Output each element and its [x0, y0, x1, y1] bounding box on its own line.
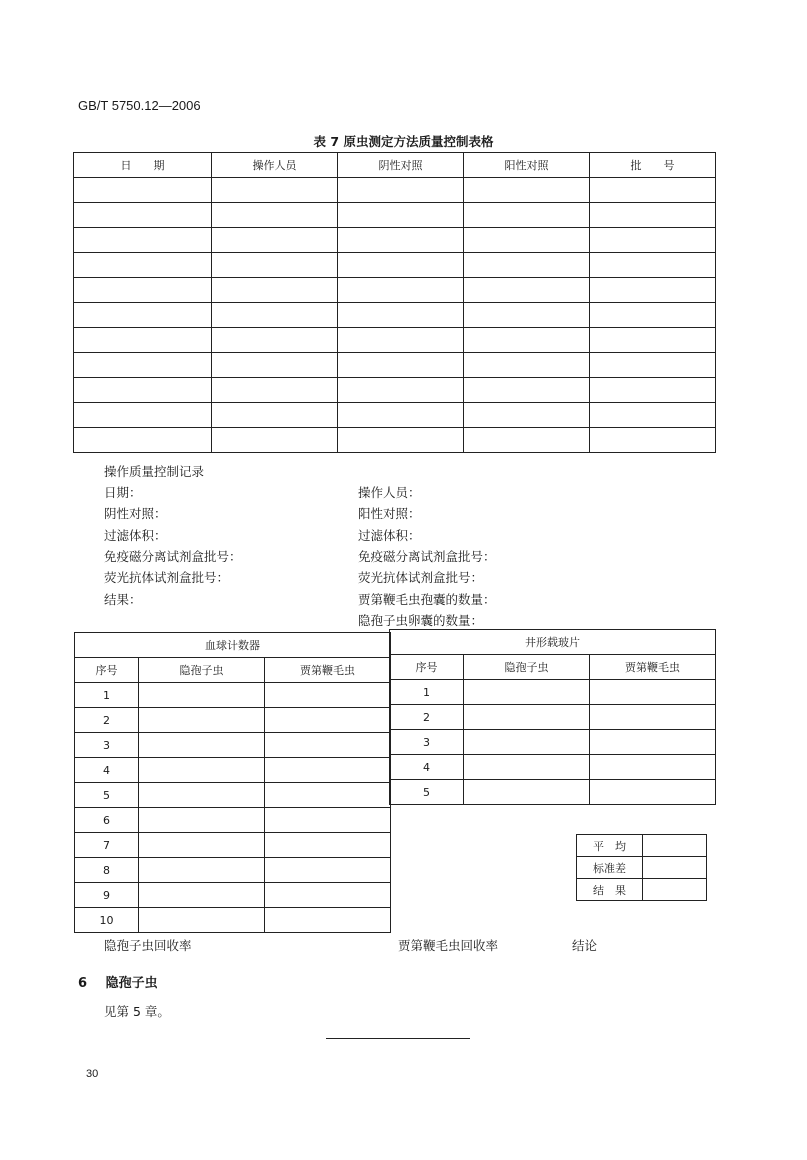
table7-cell	[464, 328, 590, 353]
stats-mean-label: 平 均	[577, 835, 643, 857]
table7-body	[74, 178, 716, 453]
hemocytometer-cell	[139, 783, 265, 808]
hemocytometer-cell	[265, 683, 391, 708]
table7-cell	[212, 203, 338, 228]
hemocytometer-col-giardia: 贾第鞭毛虫	[265, 658, 391, 683]
table7-cell	[212, 178, 338, 203]
hemocytometer-cell	[139, 758, 265, 783]
table7-cell	[338, 178, 464, 203]
well-slide-cell	[464, 680, 590, 705]
hemocytometer-cell	[139, 708, 265, 733]
hemocytometer-col-no: 序号	[75, 658, 139, 683]
table7-cell	[590, 178, 716, 203]
table7-cell	[464, 403, 590, 428]
record-right-giardia-count: 贾第鞭毛虫孢囊的数量：	[358, 592, 496, 607]
table7-cell	[212, 353, 338, 378]
table7-cell	[590, 203, 716, 228]
record-right-fa-batch: 荧光抗体试剂盒批号：	[358, 570, 484, 585]
table7-cell	[212, 278, 338, 303]
table7-col-operator: 操作人员	[212, 153, 338, 178]
table7-cell	[212, 228, 338, 253]
table7-cell	[74, 203, 212, 228]
hemocytometer-cell	[139, 883, 265, 908]
well-slide-cell	[590, 755, 716, 780]
well-slide-row	[390, 730, 716, 755]
table7-cell	[338, 353, 464, 378]
table7-cell	[590, 228, 716, 253]
hemocytometer-row-number: 8	[75, 858, 139, 883]
well-slide-row	[390, 705, 716, 730]
page-number: 30	[86, 1068, 99, 1080]
hemocytometer-cell	[139, 808, 265, 833]
hemocytometer-row	[75, 883, 391, 908]
table7-col-date: 日 期	[74, 153, 212, 178]
hemocytometer-cell	[265, 758, 391, 783]
record-right-ims-batch: 免疫磁分离试剂盒批号：	[358, 549, 496, 564]
stats-mean-value	[643, 835, 707, 857]
hemocytometer-cell	[265, 833, 391, 858]
table7-cell	[74, 253, 212, 278]
hemocytometer-row	[75, 833, 391, 858]
table7-cell	[590, 353, 716, 378]
hemocytometer-cell	[265, 908, 391, 933]
table7-cell	[338, 403, 464, 428]
well-slide-cell	[464, 705, 590, 730]
table7-row	[74, 203, 716, 228]
table7-row	[74, 328, 716, 353]
section-heading	[78, 972, 158, 991]
table7-cell	[464, 353, 590, 378]
stats-sd-value	[643, 857, 707, 879]
table7-col-negative-control: 阴性对照	[338, 153, 464, 178]
well-slide-row	[390, 780, 716, 805]
record-left-result: 结果：	[104, 592, 142, 607]
table7-caption: 表 7 原虫测定方法质量控制表格	[313, 134, 494, 149]
well-slide-row	[390, 680, 716, 705]
table7-row	[74, 353, 716, 378]
well-slide-cell	[464, 780, 590, 805]
table7-cell	[212, 428, 338, 453]
table7-cell	[338, 278, 464, 303]
hemocytometer-cell	[139, 858, 265, 883]
hemocytometer-cell	[265, 733, 391, 758]
table7-cell	[338, 203, 464, 228]
hemocytometer-row-number: 3	[75, 733, 139, 758]
table7-cell	[464, 203, 590, 228]
hemocytometer-cell	[139, 908, 265, 933]
table7-cell	[74, 178, 212, 203]
hemocytometer-row	[75, 908, 391, 933]
record-left-date: 日期：	[104, 485, 142, 500]
table7-header-row	[74, 153, 716, 178]
hemocytometer-cell	[265, 858, 391, 883]
table7-cell	[74, 353, 212, 378]
table7-cell	[74, 378, 212, 403]
hemocytometer-cell	[265, 783, 391, 808]
table7-cell	[212, 328, 338, 353]
stats-sd-label: 标准差	[577, 857, 643, 879]
table7-row	[74, 278, 716, 303]
hemocytometer-row-number: 10	[75, 908, 139, 933]
well-slide-cell	[464, 730, 590, 755]
hemocytometer-row-number: 4	[75, 758, 139, 783]
hemocytometer-row-number: 9	[75, 883, 139, 908]
table7-cell	[74, 403, 212, 428]
hemocytometer-cell	[139, 833, 265, 858]
record-left-fa-batch: 荧光抗体试剂盒批号：	[104, 570, 230, 585]
well-slide-title: 井形载玻片	[390, 630, 716, 655]
record-right-operator: 操作人员：	[358, 485, 421, 500]
standard-code: GB/T 5750.12—2006	[78, 98, 201, 113]
stats-result-label: 结 果	[577, 879, 643, 901]
hemocytometer-title: 血球计数器	[75, 633, 391, 658]
hemocytometer-row	[75, 708, 391, 733]
record-right-positive: 阳性对照：	[358, 506, 421, 521]
hemocytometer-cell	[265, 708, 391, 733]
table7-row	[74, 378, 716, 403]
table7-cell	[212, 253, 338, 278]
well-slide-row-number: 4	[390, 755, 464, 780]
record-left-negative: 阴性对照：	[104, 506, 167, 521]
table7-row	[74, 303, 716, 328]
table7-cell	[338, 378, 464, 403]
table7-row	[74, 403, 716, 428]
hemocytometer-row	[75, 858, 391, 883]
well-slide-row-number: 2	[390, 705, 464, 730]
table7-cell	[590, 378, 716, 403]
well-slide-col-crypto: 隐孢子虫	[464, 655, 590, 680]
well-slide-cell	[590, 780, 716, 805]
well-slide-row	[390, 755, 716, 780]
hemocytometer-row	[75, 808, 391, 833]
well-slide-table	[389, 629, 716, 805]
hemocytometer-row-number: 2	[75, 708, 139, 733]
record-left-ims-batch: 免疫磁分离试剂盒批号：	[104, 549, 242, 564]
table7-row	[74, 178, 716, 203]
table7-cell	[590, 328, 716, 353]
table7-cell	[464, 303, 590, 328]
table7-cell	[74, 328, 212, 353]
well-slide-cell	[590, 680, 716, 705]
record-right-crypto-count: 隐孢子虫卵囊的数量：	[358, 613, 484, 628]
table7-cell	[464, 228, 590, 253]
hemocytometer-row	[75, 733, 391, 758]
hemocytometer-table	[74, 632, 391, 933]
well-slide-col-giardia: 贾第鞭毛虫	[590, 655, 716, 680]
hemocytometer-col-crypto: 隐孢子虫	[139, 658, 265, 683]
end-rule	[326, 1038, 470, 1039]
table7-cell	[464, 378, 590, 403]
table7-col-batch: 批 号	[590, 153, 716, 178]
table7-cell	[74, 428, 212, 453]
hemocytometer-body	[75, 683, 391, 933]
well-slide-body	[390, 680, 716, 805]
table7-cell	[464, 428, 590, 453]
well-slide-row-number: 3	[390, 730, 464, 755]
giardia-recovery-label: 贾第鞭毛虫回收率	[398, 938, 499, 953]
table7	[73, 152, 716, 453]
section-number: 6	[78, 976, 88, 991]
table7-cell	[338, 253, 464, 278]
hemocytometer-row-number: 6	[75, 808, 139, 833]
table7-cell	[338, 303, 464, 328]
section-title: 隐孢子虫	[105, 976, 158, 991]
well-slide-cell	[464, 755, 590, 780]
table7-cell	[590, 303, 716, 328]
table7-col-positive-control: 阳性对照	[464, 153, 590, 178]
well-slide-cell	[590, 730, 716, 755]
table7-cell	[338, 328, 464, 353]
table7-cell	[590, 428, 716, 453]
table7-cell	[464, 253, 590, 278]
well-slide-cell	[590, 705, 716, 730]
table7-cell	[74, 278, 212, 303]
well-slide-row-number: 5	[390, 780, 464, 805]
table7-cell	[590, 278, 716, 303]
table7-cell	[74, 228, 212, 253]
table7-cell	[464, 278, 590, 303]
stats-table	[576, 834, 707, 901]
table7-cell	[590, 253, 716, 278]
hemocytometer-row	[75, 758, 391, 783]
table7-row	[74, 253, 716, 278]
hemocytometer-cell	[265, 883, 391, 908]
section-text: 见第 5 章。	[104, 1004, 170, 1019]
hemocytometer-row-number: 5	[75, 783, 139, 808]
table7-cell	[212, 378, 338, 403]
table7-cell	[590, 403, 716, 428]
hemocytometer-row-number: 1	[75, 683, 139, 708]
record-left-volume: 过滤体积：	[104, 528, 167, 543]
table7-cell	[74, 303, 212, 328]
hemocytometer-cell	[139, 733, 265, 758]
hemocytometer-cell	[139, 683, 265, 708]
stats-result-value	[643, 879, 707, 901]
table7-row	[74, 428, 716, 453]
table7-cell	[338, 428, 464, 453]
hemocytometer-row-number: 7	[75, 833, 139, 858]
table7-cell	[212, 403, 338, 428]
well-slide-row-number: 1	[390, 680, 464, 705]
hemocytometer-row	[75, 683, 391, 708]
record-right-volume: 过滤体积：	[358, 528, 421, 543]
conclusion-label: 结论	[572, 938, 598, 953]
table7-cell	[338, 228, 464, 253]
well-slide-col-no: 序号	[390, 655, 464, 680]
hemocytometer-row	[75, 783, 391, 808]
table7-cell	[464, 178, 590, 203]
table7-row	[74, 228, 716, 253]
record-title: 操作质量控制记录	[104, 464, 205, 479]
table7-cell	[212, 303, 338, 328]
hemocytometer-cell	[265, 808, 391, 833]
crypto-recovery-label: 隐孢子虫回收率	[104, 938, 192, 953]
